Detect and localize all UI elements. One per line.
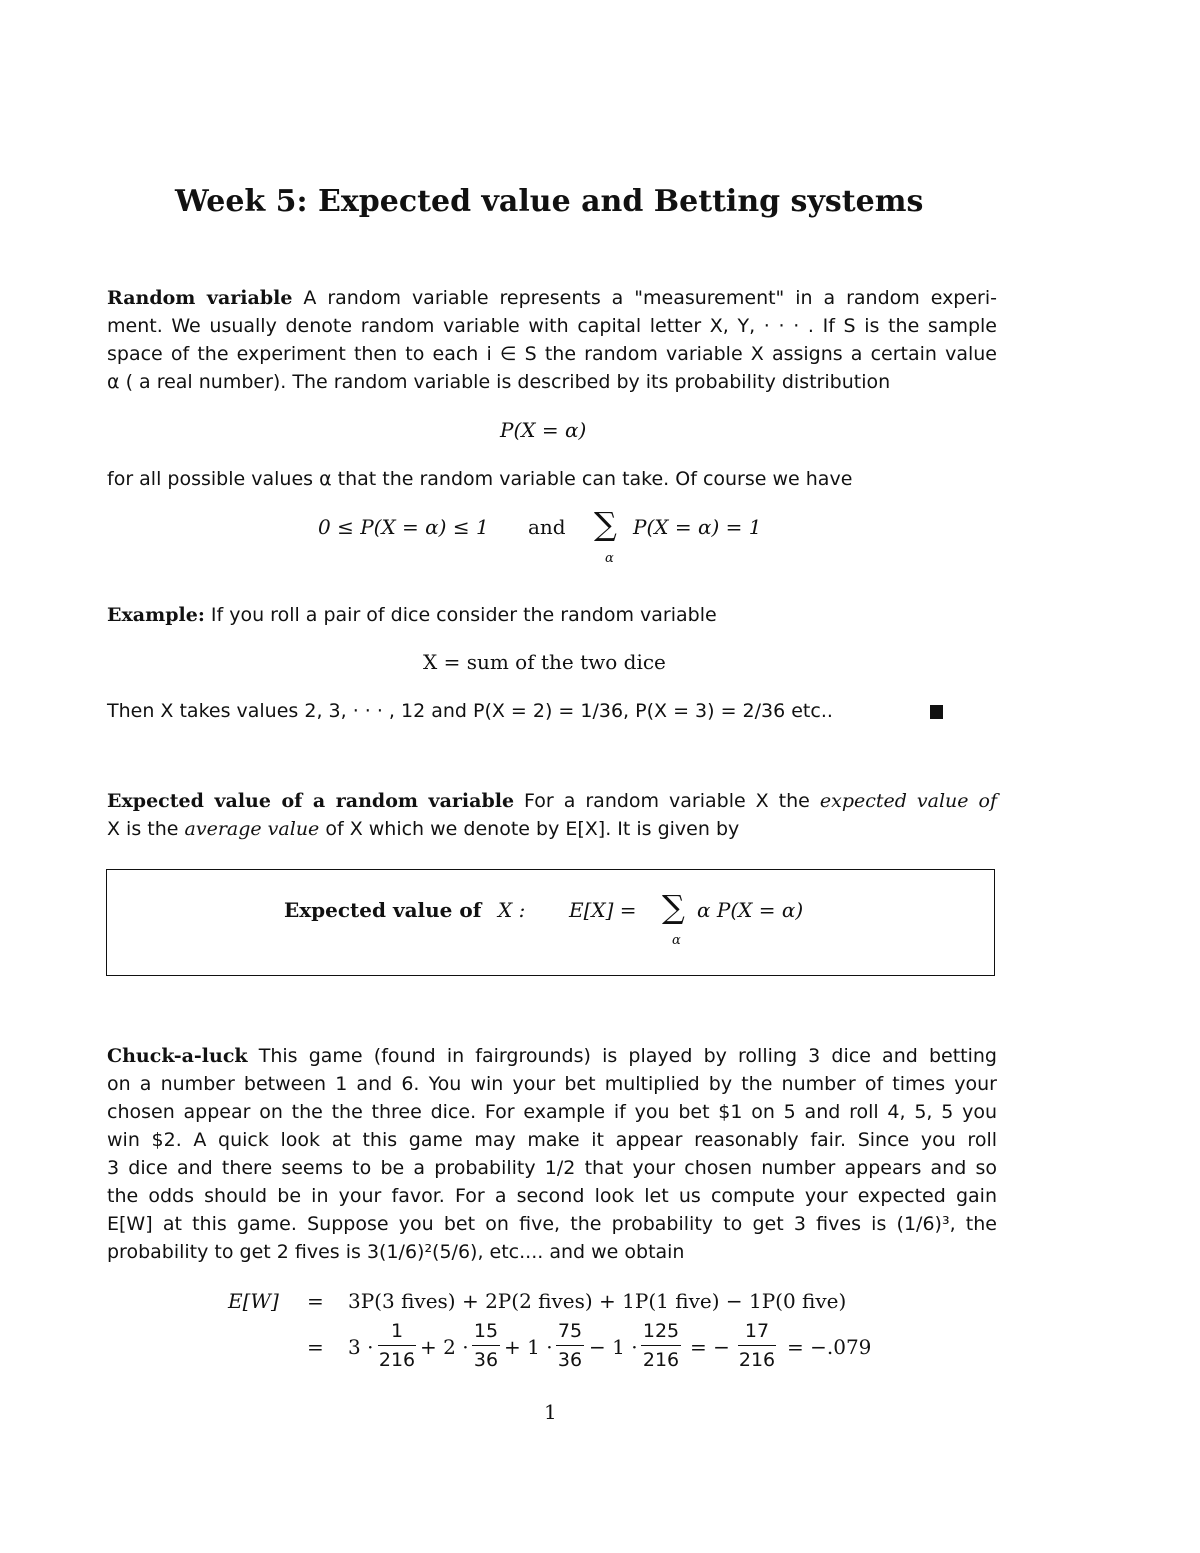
rv-line-4: α ( a real number). The random variable is described by its probability distribution [107,371,891,393]
ev-line2-italic: average value [184,818,320,840]
expected-value-heading: Expected value of a random variable [107,790,515,812]
fraction-denominator: 36 [557,1349,583,1371]
fraction-bar [556,1345,584,1346]
term-plus-2: + 2 · [420,1335,469,1359]
fraction-1-216 [378,1319,416,1372]
expected-value-formula-box [106,869,995,976]
rv-line-3: space of the experiment then to each i ∈ S the random variable X assigns a certain value [107,343,997,365]
chuck-line-3: chosen appear on the the three dice. For example if you bet $1 on 5 and roll 4, 5, 5 you [107,1101,997,1123]
chuck-line-2: on a number between 1 and 6. You win your bet multiplied by the number of times your [107,1073,997,1095]
box-variable: X : [498,898,526,922]
possible-values-text [107,465,997,493]
fraction-bar [472,1345,500,1346]
fraction-75-36 [556,1319,584,1372]
fraction-denominator: 216 [378,1349,416,1371]
example-values-line: Then X takes values 2, 3, · · · , 12 and P(X = 2) = 1/36, P(X = 3) = 2/36 etc.. [107,700,833,722]
ev-line1-italic: expected value of [819,790,997,812]
page-title: Week 5: Expected value and Betting systems [175,184,924,219]
sum-sigma-symbol: ∑ [594,505,617,543]
fraction-numerator: 17 [744,1320,770,1342]
gain-equals-1: = [307,1289,324,1313]
chuck-line-5: 3 dice and there seems to be a probability 1/2 that your chosen number appears and so [107,1157,997,1179]
random-variable-heading: Random variable [107,287,293,309]
term-3: 3 · [348,1335,374,1359]
fraction-numerator: 75 [557,1320,583,1342]
fraction-bar [641,1345,681,1346]
box-lhs: E[X] = [569,898,637,922]
term-equals-minus: = − [690,1335,730,1359]
rv-line-2: ment. We usually denote random variable with capital letter X, Y, · · · . If S is the sample [107,315,997,337]
chuck-line-1: This game (found in fairgrounds) is played by rolling 3 dice and betting [258,1045,997,1067]
chuck-line-8: probability to get 2 fives is 3(1/6)²(5/6), etc.... and we obtain [107,1241,685,1263]
box-sigma-symbol: ∑ [662,888,685,926]
sum-of-dice-equation: X = sum of the two dice [423,650,666,674]
example-values-paragraph [107,697,927,725]
fraction-denominator: 216 [642,1349,680,1371]
gain-equals-2: = [307,1335,324,1359]
ev-line2-text-a: X is the [107,818,179,840]
rv-line-1: A random variable represents a "measurement" in a random experi- [303,287,998,309]
bounds-expression: 0 ≤ P(X = α) ≤ 1 [318,515,489,539]
chuck-a-luck-heading: Chuck-a-luck [107,1045,248,1067]
probability-bounds-equation [318,515,489,539]
example-paragraph [107,601,997,629]
term-minus-1: − 1 · [589,1335,638,1359]
fraction-denominator: 36 [473,1349,499,1371]
box-rhs: α P(X = α) [697,898,804,922]
sum-subscript: α [605,551,614,566]
and-word: and [528,515,566,539]
page-number: 1 [544,1400,557,1424]
fraction-17-216 [738,1319,776,1372]
fraction-numerator: 15 [473,1320,499,1342]
fraction-bar [738,1345,776,1346]
ev-line2-text-b: of X which we denote by E[X]. It is given by [325,818,740,840]
fraction-125-216 [641,1319,681,1372]
fraction-numerator: 1 [390,1320,404,1342]
qed-square-icon [930,705,943,719]
sum-equals-one: P(X = α) = 1 [633,515,762,539]
probability-distribution-equation: P(X = α) [500,418,587,442]
expected-value-paragraph [107,787,997,843]
possible-values-line: for all possible values α that the random variable can take. Of course we have [107,468,853,490]
example-text: If you roll a pair of dice consider the random variable [210,604,717,626]
gain-lhs: E[W] [228,1289,279,1313]
chuck-line-6: the odds should be in your favor. For a second look let us compute your expected gain [107,1185,997,1207]
fraction-denominator: 216 [738,1349,776,1371]
gain-expansion: 3P(3 fives) + 2P(2 fives) + 1P(1 five) − 1P(0 five) [348,1289,847,1313]
term-plus-1: + 1 · [504,1335,553,1359]
chuck-line-4: win $2. A quick look at this game may make it appear reasonably fair. Since you roll [107,1129,997,1151]
fraction-numerator: 125 [642,1320,680,1342]
result-value: = −.079 [787,1335,872,1359]
box-sigma-subscript: α [672,933,681,948]
random-variable-paragraph [107,284,997,396]
chuck-line-7: E[W] at this game. Suppose you bet on five, the probability to get 3 fives is (1/6)³, the [107,1213,997,1235]
fraction-15-36 [472,1319,500,1372]
chuck-a-luck-paragraph [107,1042,997,1266]
fraction-bar [378,1345,416,1346]
box-label: Expected value of [284,898,482,922]
ev-line1-text: For a random variable X the [524,790,810,812]
example-heading: Example: [107,604,205,626]
